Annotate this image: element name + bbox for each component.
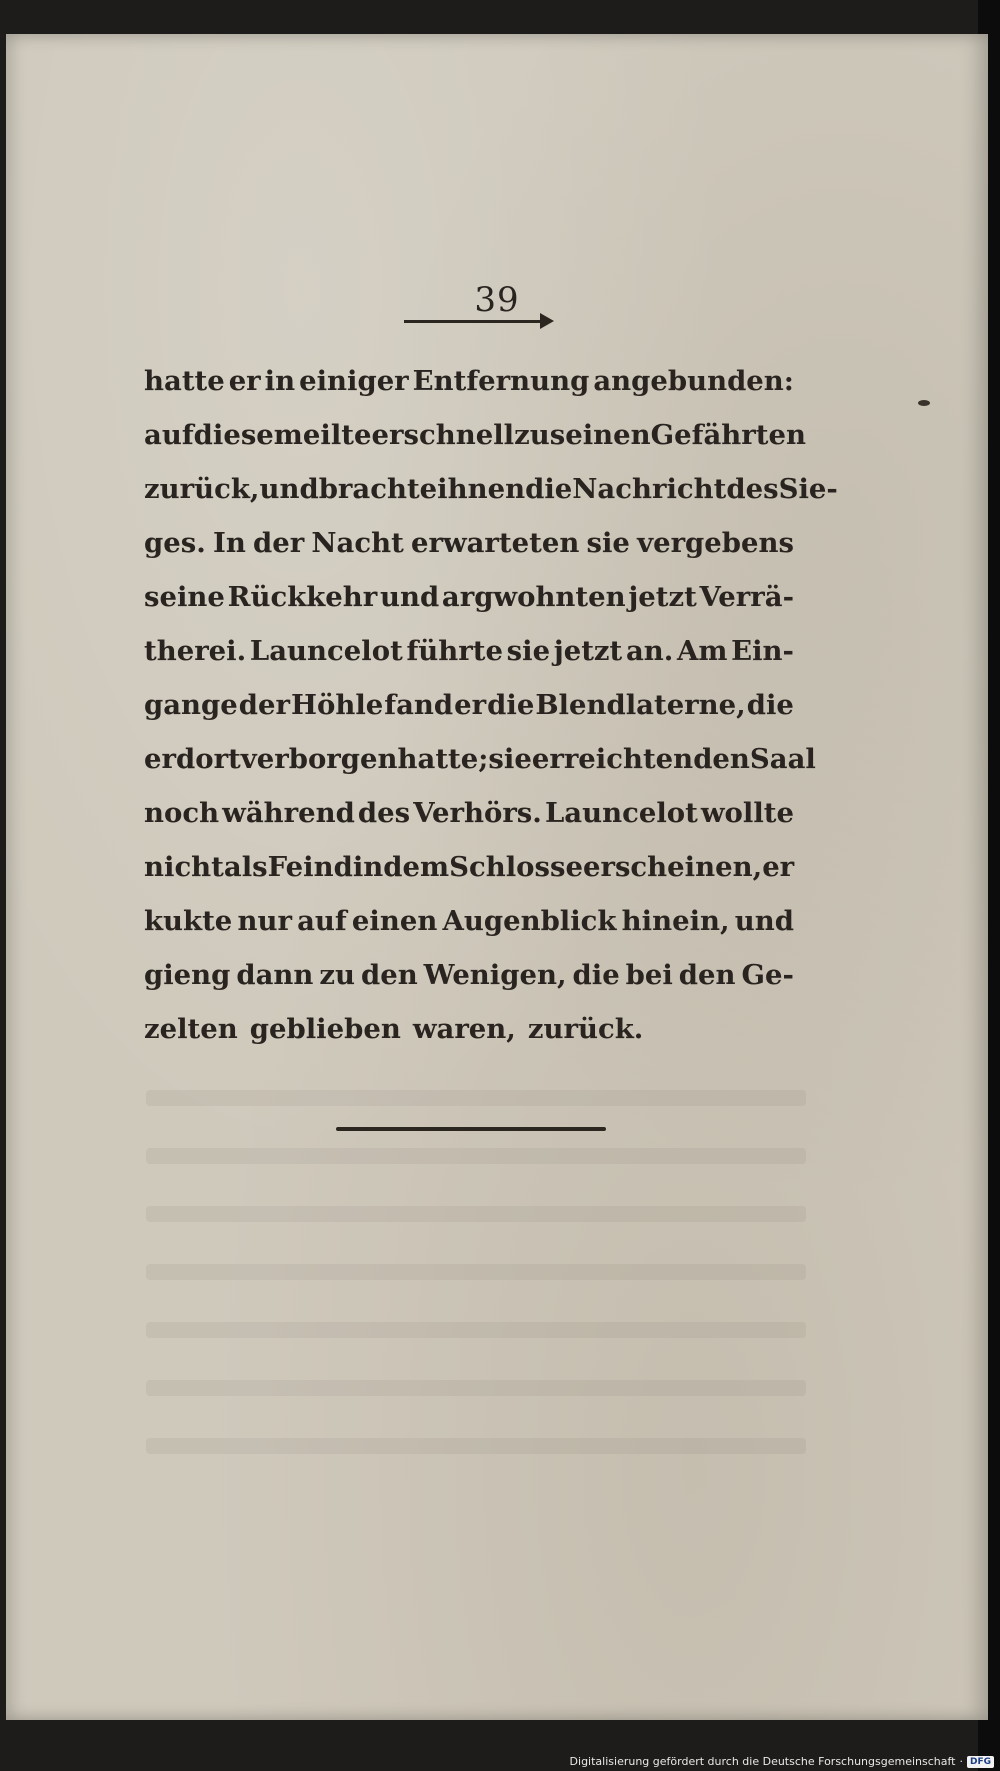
word: Ge- <box>741 959 794 991</box>
text-line <box>144 462 838 516</box>
word: zurück, <box>144 473 260 505</box>
word: Nachricht <box>572 473 727 505</box>
show-through-shadow <box>146 1264 806 1280</box>
word: an. <box>625 635 674 667</box>
word: kukte <box>144 905 233 937</box>
word: Schlosse <box>449 851 583 883</box>
word: dem <box>383 851 450 883</box>
word: jetzt <box>628 581 697 613</box>
text-line <box>144 570 794 624</box>
word: des <box>726 473 779 505</box>
digitization-credit: Digitalisierung gefördert durch die Deutsche Forschungsgemeinschaft · DFG <box>570 1755 994 1768</box>
text-line <box>144 516 794 570</box>
text-line <box>144 624 794 678</box>
word: er <box>228 365 261 397</box>
word: therei. <box>144 635 247 667</box>
word: einiger <box>299 365 409 397</box>
word: bei <box>625 959 673 991</box>
word: Ein- <box>731 635 794 667</box>
word: hatte; <box>397 743 489 775</box>
word: des <box>357 797 411 829</box>
word: erwarteten <box>410 527 580 559</box>
word: vergebens <box>637 527 794 559</box>
word: er <box>144 743 176 775</box>
word: ihnen <box>437 473 526 505</box>
word: gieng <box>144 959 231 991</box>
show-through-shadow <box>146 1438 806 1454</box>
word: geblieben <box>249 1013 401 1045</box>
word: jetzt <box>553 635 623 667</box>
text-line <box>144 948 794 1002</box>
word: seine <box>144 581 225 613</box>
word: auf <box>144 419 194 451</box>
word: seinen <box>549 419 651 451</box>
word: angebunden: <box>593 365 794 397</box>
word: sie <box>506 635 551 667</box>
book-page <box>6 34 988 1720</box>
word: den <box>360 959 418 991</box>
word: als <box>223 851 268 883</box>
word: zurück. <box>527 1013 644 1045</box>
word: der <box>238 689 290 721</box>
word: Entfernung <box>412 365 590 397</box>
word: einen <box>351 905 438 937</box>
word: Gefährten <box>650 419 806 451</box>
word: und <box>259 473 319 505</box>
word: führte <box>406 635 503 667</box>
word: Launcelot <box>544 797 698 829</box>
word: noch <box>144 797 220 829</box>
text-line <box>144 678 794 732</box>
word: diesem <box>193 419 303 451</box>
word: er <box>762 851 795 883</box>
word: Verrä- <box>699 581 794 613</box>
ink-speck <box>918 400 930 406</box>
word: ges. <box>144 527 206 559</box>
word: eilte <box>302 419 372 451</box>
word: und <box>379 581 440 613</box>
text-line <box>144 1002 794 1056</box>
text-line <box>144 840 794 894</box>
show-through-shadow <box>146 1380 806 1396</box>
word: gange <box>144 689 238 721</box>
text-line <box>144 786 794 840</box>
word: Höhle <box>291 689 384 721</box>
word: Launcelot <box>249 635 403 667</box>
word: hinein, <box>621 905 730 937</box>
dfg-logo-icon: DFG <box>967 1756 994 1768</box>
word: in <box>264 365 296 397</box>
word: die <box>487 689 535 721</box>
section-end-rule <box>336 1127 606 1131</box>
word: dann <box>236 959 314 991</box>
word: der <box>252 527 305 559</box>
word: die <box>746 689 794 721</box>
word: hatte <box>144 365 225 397</box>
word: Rückkehr <box>227 581 378 613</box>
word: erscheinen, <box>582 851 763 883</box>
word: brachte <box>318 473 438 505</box>
show-through-shadow <box>146 1322 806 1338</box>
word: fand <box>384 689 454 721</box>
text-line <box>144 408 806 462</box>
word: in <box>352 851 384 883</box>
page-number-rule <box>404 320 544 323</box>
word: sie <box>586 527 630 559</box>
text-line <box>144 354 794 408</box>
page-number-arrow-icon <box>540 313 554 329</box>
word: Saal <box>749 743 816 775</box>
word: Wenigen, <box>423 959 567 991</box>
credit-text: Digitalisierung gefördert durch die Deutsche Forschungsgemeinschaft <box>569 1755 956 1768</box>
word: zu <box>319 959 356 991</box>
word: auf <box>297 905 347 937</box>
word: die <box>525 473 573 505</box>
word: Augenblick <box>442 905 617 937</box>
word: Nacht <box>311 527 404 559</box>
word: schnell <box>403 419 515 451</box>
word: zu <box>514 419 550 451</box>
text-line <box>144 732 816 786</box>
word: nur <box>237 905 292 937</box>
word: den <box>678 959 736 991</box>
word: er <box>454 689 487 721</box>
word: zelten <box>144 1013 238 1045</box>
word: Am <box>677 635 728 667</box>
word: und <box>734 905 794 937</box>
word: Blendlaterne, <box>535 689 746 721</box>
word: die <box>572 959 620 991</box>
show-through-shadow <box>146 1090 806 1106</box>
page-number: 39 <box>474 280 520 320</box>
word: er <box>371 419 404 451</box>
word: wollte <box>700 797 794 829</box>
word: argwohnten <box>441 581 626 613</box>
body-text <box>144 354 838 1056</box>
word: Sie- <box>778 473 838 505</box>
word: dort <box>176 743 241 775</box>
word: waren, <box>412 1013 516 1045</box>
word: während <box>222 797 355 829</box>
word: den <box>693 743 750 775</box>
word: sie <box>488 743 532 775</box>
show-through-shadow <box>146 1206 806 1222</box>
word: verborgen <box>240 743 398 775</box>
word: nicht <box>144 851 224 883</box>
word: In <box>212 527 246 559</box>
word: Feind <box>267 851 353 883</box>
text-line <box>144 894 794 948</box>
word: erreichten <box>531 743 694 775</box>
word: Verhörs. <box>413 797 542 829</box>
show-through-shadow <box>146 1148 806 1164</box>
